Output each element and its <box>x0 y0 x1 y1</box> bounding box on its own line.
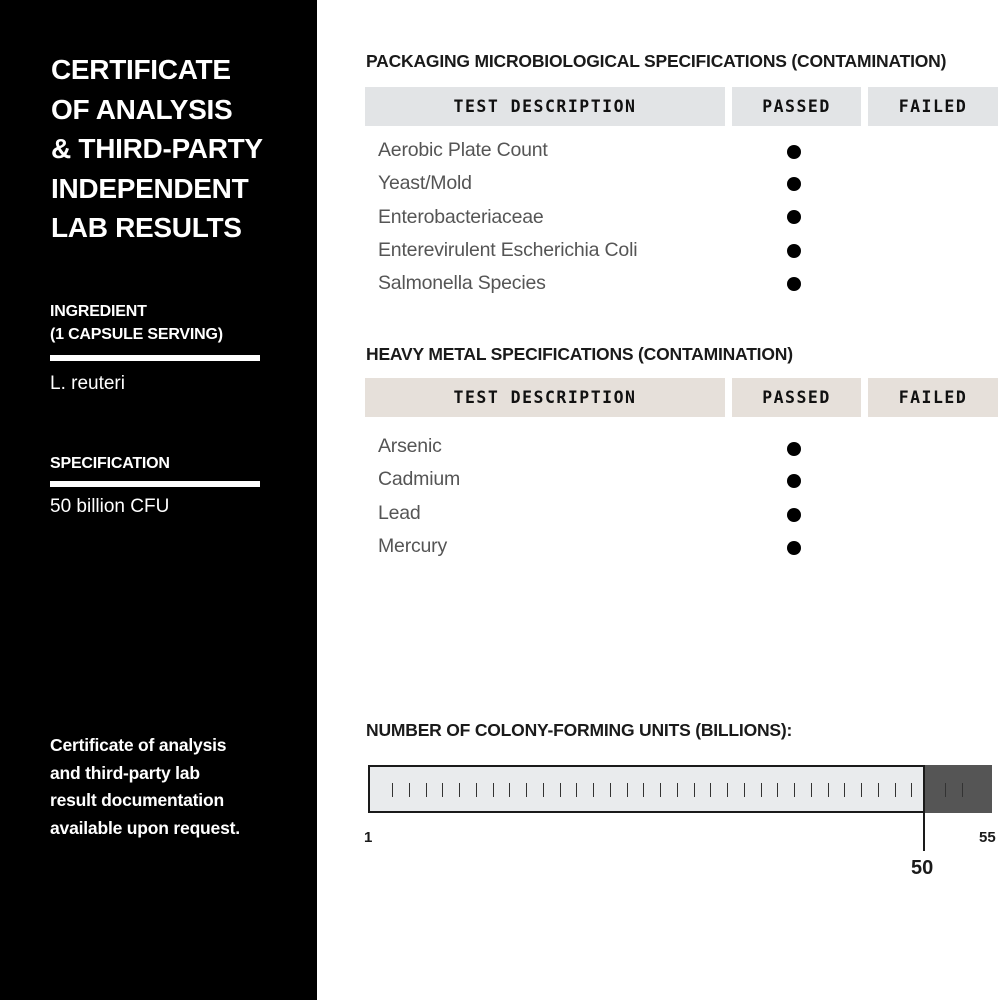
gauge-tick <box>493 783 494 797</box>
gauge-tick <box>962 783 963 797</box>
ingredient-label-line: (1 CAPSULE SERVING) <box>50 326 223 343</box>
title-line: & THIRD-PARTY <box>51 133 263 164</box>
packaging-row-label: Enterevirulent Escherichia Coli <box>378 239 638 261</box>
heavy-metals-section-title: HEAVY METAL SPECIFICATIONS (CONTAMINATION) <box>366 344 793 364</box>
page-title <box>51 50 263 248</box>
passed-dot <box>787 541 801 555</box>
packaging-header-passed: PASSED <box>732 87 861 126</box>
cfu-gauge-value-label: 50 <box>911 857 934 879</box>
gauge-tick <box>878 783 879 797</box>
ingredient-divider <box>50 355 260 361</box>
passed-dot <box>787 177 801 191</box>
gauge-tick <box>744 783 745 797</box>
gauge-tick <box>627 783 628 797</box>
passed-dot <box>787 508 801 522</box>
packaging-row-label: Enterobacteriaceae <box>378 206 544 228</box>
packaging-row-label: Aerobic Plate Count <box>378 139 548 161</box>
gauge-tick <box>543 783 544 797</box>
cfu-gauge-max-label: 55 <box>979 829 996 846</box>
gauge-tick <box>828 783 829 797</box>
specification-value: 50 billion CFU <box>50 496 170 517</box>
note-line: available upon request. <box>50 817 240 838</box>
gauge-tick <box>895 783 896 797</box>
gauge-tick <box>811 783 812 797</box>
gauge-tick <box>911 783 912 797</box>
gauge-tick <box>710 783 711 797</box>
packaging-row-label: Yeast/Mold <box>378 172 472 194</box>
passed-dot <box>787 244 801 258</box>
cfu-gauge-fill <box>368 765 925 813</box>
gauge-tick <box>727 783 728 797</box>
gauge-tick <box>660 783 661 797</box>
heavy-metals-header-description: TEST DESCRIPTION <box>365 378 725 417</box>
gauge-tick <box>844 783 845 797</box>
title-line: INDEPENDENT <box>51 172 249 204</box>
passed-dot <box>787 145 801 159</box>
note-line: Certificate of analysis <box>50 735 227 755</box>
gauge-tick <box>694 783 695 797</box>
gauge-tick <box>677 783 678 797</box>
gauge-tick <box>610 783 611 797</box>
packaging-header-description: TEST DESCRIPTION <box>365 87 725 126</box>
gauge-tick <box>777 783 778 797</box>
cfu-gauge-min-label: 1 <box>364 829 373 846</box>
gauge-tick <box>643 783 644 797</box>
gauge-tick <box>794 783 795 797</box>
heavy-metals-header-failed: FAILED <box>868 378 998 417</box>
cfu-gauge-value-marker <box>923 765 925 851</box>
packaging-header-failed: FAILED <box>868 87 998 126</box>
gauge-tick <box>560 783 561 797</box>
gauge-tick <box>476 783 477 797</box>
passed-dot <box>787 442 801 456</box>
gauge-tick <box>509 783 510 797</box>
title-line: LAB RESULTS <box>51 212 242 243</box>
packaging-section-title: PACKAGING MICROBIOLOGICAL SPECIFICATIONS (CONTAMINATION) <box>366 51 947 71</box>
passed-dot <box>787 277 801 291</box>
availability-note <box>50 732 240 842</box>
gauge-tick <box>459 783 460 797</box>
heavy-metals-row-label: Mercury <box>378 535 448 557</box>
gauge-tick <box>526 783 527 797</box>
gauge-tick <box>392 783 393 797</box>
gauge-tick <box>442 783 443 797</box>
passed-dot <box>787 474 801 488</box>
heavy-metals-row-label: Lead <box>378 502 421 524</box>
packaging-row-label: Salmonella Species <box>378 272 546 294</box>
ingredient-label-line: INGREDIENT <box>50 303 147 320</box>
specification-label: SPECIFICATION <box>50 455 170 472</box>
specification-divider <box>50 481 260 487</box>
gauge-tick <box>576 783 577 797</box>
gauge-tick <box>593 783 594 797</box>
ingredient-value: L. reuteri <box>50 373 125 394</box>
sidebar <box>0 0 317 1000</box>
gauge-tick <box>426 783 427 797</box>
note-line: and third-party lab <box>50 762 200 783</box>
gauge-tick <box>761 783 762 797</box>
gauge-tick <box>945 783 946 797</box>
gauge-tick <box>409 783 410 797</box>
cfu-gauge-remainder <box>925 765 992 813</box>
heavy-metals-row-label: Arsenic <box>378 435 442 457</box>
title-line: OF ANALYSIS <box>51 93 233 125</box>
ingredient-label <box>50 300 223 346</box>
heavy-metals-row-label: Cadmium <box>378 468 461 490</box>
passed-dot <box>787 210 801 224</box>
gauge-tick <box>861 783 862 797</box>
cfu-gauge-title: NUMBER OF COLONY-FORMING UNITS (BILLIONS): <box>366 720 793 740</box>
heavy-metals-header-passed: PASSED <box>732 378 861 417</box>
title-line: CERTIFICATE <box>51 54 231 85</box>
note-line: result documentation <box>50 790 224 810</box>
